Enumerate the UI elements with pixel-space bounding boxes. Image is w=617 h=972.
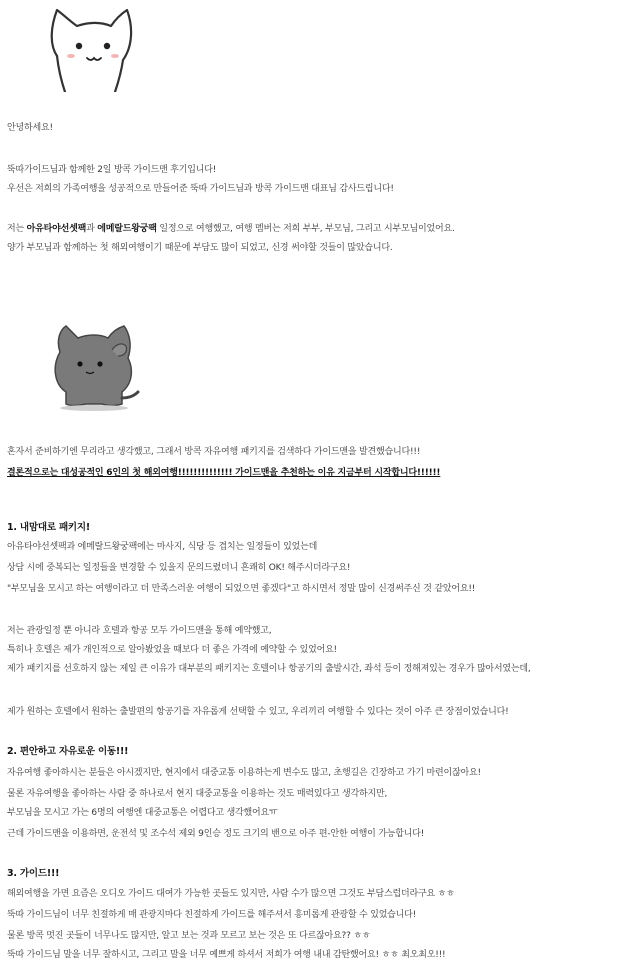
section-1-line-5: 특히나 호텔은 제가 개인적으로 알아봤었을 때보다 더 좋은 가격에 예약할 수 있었어요! — [7, 645, 337, 655]
section-2-line-2: 물론 자유여행을 좋아하는 사람 중 하나로서 현지 대중교통을 이용하는 것도 매력있다고 생각하지만, — [7, 789, 388, 799]
section-3-line-3: 물론 방콕 멋진 곳들이 너무나도 많지만, 알고 보는 것과 모르고 보는 것은 또 다르잖아요?? ㅎㅎ — [7, 931, 371, 941]
section-1-line-1: 아유타야선셋팩과 에메랄드왕궁팩에는 마사지, 식당 등 겹치는 일정들이 있었는데 — [7, 542, 318, 552]
intro-line-2: 우선은 저희의 가족여행을 성공적으로 만들어준 뚝따 가이드님과 방콕 가이드맨 대표님 감사드립니다! — [7, 184, 394, 194]
intro-line-3-post: 일정으로 여행했고, 여행 멤버는 저희 부부, 부모님, 그리고 시부모님이었어요. — [156, 224, 455, 234]
section-1-line-7: 제가 원하는 호텔에서 원하는 출발편의 항공기를 자유롭게 선택할 수 있고, 우리끼리 여행할 수 있다는 것이 아주 큰 장점이었습니다! — [7, 707, 509, 717]
intro-line-3 — [7, 223, 612, 235]
search-line-2-emphasis: 결론적으로는 대성공적인 6인의 첫 해외여행!!!!!!!!!!!!!! 가이드맨을 추천하는 이유 지금부터 시작합니다!!!!!! — [7, 468, 441, 478]
package-name-sunset: 아유타야선셋팩 — [26, 224, 87, 234]
intro-line-3-mid: 과 — [86, 224, 98, 234]
white-cat-icon — [35, 4, 143, 92]
package-name-palace: 에메랄드왕궁팩 — [97, 224, 157, 234]
section-3-line-4: 뚝따 가이드님 말을 너무 잘하시고, 그리고 말을 너무 예쁘게 하셔서 저희가 여행 내내 감탄했어요! ㅎㅎ 최오최오!!! — [7, 950, 446, 960]
section-1-heading: 1. 내맘대로 패키지! — [7, 522, 91, 533]
section-2-heading: 2. 편안하고 자유로운 이동!!! — [7, 746, 129, 757]
intro-line-4: 양가 부모님과 함께하는 첫 해외여행이기 때문에 부담도 많이 되었고, 신경 써야할 것들이 많았습니다. — [7, 243, 393, 253]
section-3-line-2: 뚝따 가이드님이 너무 친절하게 매 관광지마다 친절하게 가이드를 해주셔서 흥미롭게 관광할 수 있었습니다! — [7, 910, 417, 920]
section-3-line-1: 해외여행을 가면 요즘은 오디오 가이드 대여가 가능한 곳들도 있지만, 사람 수가 많으면 그것도 부담스럽더라구요 ㅎㅎ — [7, 889, 455, 899]
section-2-line-3: 부모님을 모시고 가는 6명의 여행엔 대중교통은 어렵다고 생각했어요ㅠ — [7, 808, 278, 818]
section-3-heading: 3. 가이드!!! — [7, 868, 60, 879]
gray-cat-icon — [42, 322, 142, 412]
section-1-line-6: 제가 패키지를 선호하지 않는 제일 큰 이유가 대부분의 패키지는 호텔이나 항공기의 출발시간, 좌석 등이 정해져있는 경우가 많아서였는데, — [7, 664, 531, 674]
greeting-text: 안녕하세요! — [7, 123, 53, 133]
section-1-line-3: "부모님을 모시고 하는 여행이라고 더 만족스러운 여행이 되었으면 좋겠다"고 하시면서 정말 많이 신경써주신 것 같았어요!! — [7, 584, 476, 594]
section-2-line-1: 자유여행 좋아하시는 분들은 아시겠지만, 현지에서 대중교통 이용하는게 변수도 많고, 초행길은 긴장하고 가기 마련이잖아요! — [7, 768, 481, 778]
section-1-line-2: 상담 시에 중복되는 일정들을 변경할 수 있을지 문의드렸더니 흔쾌히 OK! 해주시더라구요! — [7, 563, 351, 573]
intro-line-1: 뚝따가이드님과 함께한 2일 방콕 가이드맨 후기입니다! — [7, 165, 217, 175]
search-line-1: 혼자서 준비하기엔 무리라고 생각했고, 그래서 방콕 자유여행 패키지를 검색하다 가이드맨을 발견했습니다!!! — [7, 447, 421, 457]
section-2-line-4: 근데 가이드맨을 이용하면, 운전석 및 조수석 제외 9인승 정도 크기의 밴으로 아주 편-안한 여행이 가능합니다! — [7, 829, 425, 839]
intro-line-3-pre: 저는 — [7, 224, 27, 234]
section-1-line-4: 저는 관광일정 뿐 아니라 호텔과 항공 모두 가이드맨을 통해 예약했고, — [7, 626, 272, 636]
